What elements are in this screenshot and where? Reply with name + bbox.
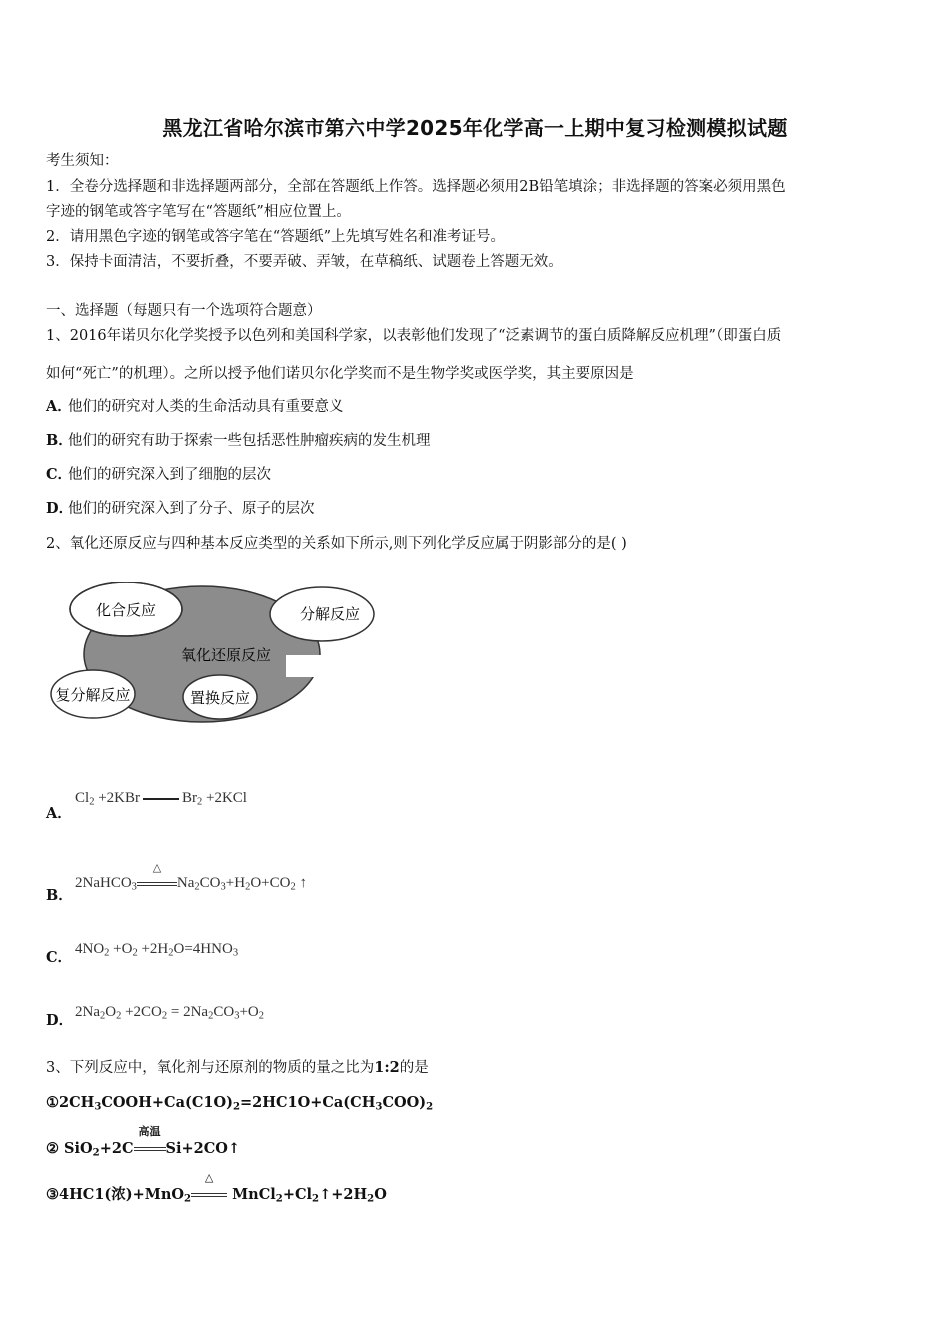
q1-option-a (46, 397, 906, 417)
reaction-number: ① (46, 1094, 59, 1111)
option-letter: D． (46, 500, 74, 517)
q3-ratio: 1:2 (374, 1059, 400, 1076)
high-temp-condition: 高温 (138, 1125, 161, 1138)
option-text: 他们的研究深入到了分子、原子的层次 (68, 501, 315, 517)
reaction-number: ③ (46, 1186, 59, 1203)
heat-equals-sign (137, 862, 177, 892)
notice-item-2: 2．请用黑色字迹的钢笔或答字笔在“答题纸”上先填写姓名和准考证号。 (46, 229, 506, 245)
heat-equals-sign (191, 1171, 227, 1205)
high-temp-equals-sign (134, 1125, 166, 1159)
q2-option-c-formula: $4NO_2 +O_2 +2H_2O=4HNO_3$ (75, 941, 239, 959)
option-text: 他们的研究深入到了细胞的层次 (68, 467, 271, 483)
notice-heading: 考生须知： (46, 153, 119, 169)
q2-option-c-letter: C． (46, 949, 73, 966)
q3-reaction-1: $①2CH_3COOH+Ca(C1O)_2=2HC1O+Ca(CH_3COO)_2$ (46, 1094, 434, 1113)
q3-stem (46, 1058, 906, 1078)
option-letter: B． (46, 432, 73, 449)
option-letter: C． (46, 466, 73, 483)
reaction-dash (143, 798, 179, 800)
page-title: 黑龙江省哈尔滨市第六中学2025年化学高一上期中复习检测模拟试题 (162, 116, 788, 140)
q2-option-a-formula: $Cl_2 +2KBr$ $Br_2 +2KCl$ (75, 790, 247, 808)
white-patch (286, 655, 346, 677)
q2-option-d-letter: D． (46, 1012, 74, 1029)
q3-reaction-2: ② SiO$_2$+2C 高温 Si+2CO↑ (46, 1125, 241, 1159)
q2-option-b-letter: B． (46, 887, 73, 904)
q1-option-d (46, 499, 906, 519)
section-heading: 一、选择题（每题只有一个选项符合题意） (46, 303, 322, 319)
option-letter: A． (46, 398, 72, 415)
q1-option-c (46, 465, 906, 485)
reaction-number: ② (46, 1140, 59, 1157)
combination-label: 化合反应 (95, 601, 157, 619)
double-decomposition-label: 复分解反应 (55, 686, 131, 704)
redox-label: 氧化还原反应 (180, 646, 272, 664)
notice-item-3: 3．保持卡面清洁，不要折叠，不要弄破、弄皱，在草稿纸、试题卷上答题无效。 (46, 254, 563, 270)
option-text: 他们的研究有助于探索一些包括恶性肿瘤疾病的发生机理 (68, 433, 431, 449)
q1-stem-line1: 1、2016年诺贝尔化学奖授予以色列和美国科学家，以表彰他们发现了“泛素调节的蛋白质降解反应机理”（即蛋白质 (46, 328, 782, 344)
heat-condition: △ (152, 862, 162, 874)
reaction-type-diagram (44, 582, 384, 752)
heat-condition: △ (204, 1171, 214, 1184)
notice-item-1-cont: 字迹的钢笔或答字笔写在“答题纸”相应位置上。 (46, 204, 351, 220)
decomposition-label: 分解反应 (299, 605, 361, 623)
option-text: 他们的研究对人类的生命活动具有重要意义 (68, 399, 344, 415)
q1-stem-line2: 如何“死亡”的机理）。之所以授予他们诺贝尔化学奖而不是生物学奖或医学奖，其主要原因是 (46, 366, 634, 382)
q3-stem-b: 的是 (399, 1060, 429, 1076)
q3-stem-a: 3、下列反应中，氧化剂与还原剂的物质的量之比为 (46, 1060, 375, 1076)
q2-option-a-letter: A． (46, 805, 72, 822)
q2-stem: 2、氧化还原反应与四种基本反应类型的关系如下所示,则下列化学反应属于阴影部分的是( ) (46, 536, 627, 552)
q3-reaction-3: ③4HC1(浓)+MnO$_2$ △ $MnCl_2+Cl_2↑+2H_2O$ (46, 1171, 387, 1205)
q1-option-b (46, 431, 906, 451)
q2-option-b-formula: 2NaHCO$_3$ △ $Na_2CO_3+H_2O+CO_2$ ↑ (75, 862, 307, 893)
displacement-label: 置换反应 (189, 689, 251, 707)
notice-item-1: 1．全卷分选择题和非选择题两部分，全部在答题纸上作答。选择题必须用2B铅笔填涂；非选择题的答案必须用黑色 (46, 179, 786, 195)
q2-option-d-formula: $2Na_2O_2 +2CO_2 = 2Na_2CO_3+O_2$ (75, 1004, 264, 1022)
